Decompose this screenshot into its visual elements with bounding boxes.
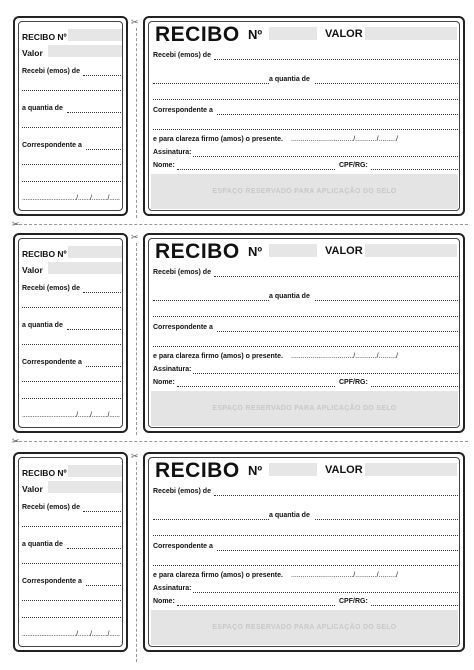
clarity-text: e para clareza firmo (amos) o presente. — [153, 572, 283, 579]
stub-amount-label: a quantia de — [22, 541, 63, 548]
stub-received-line[interactable] — [83, 511, 121, 512]
receipt-band — [0, 12, 474, 222]
receipt-title: RECIBO — [155, 459, 240, 482]
receipt-number-box[interactable] — [269, 244, 317, 257]
amount-line[interactable] — [315, 83, 458, 84]
cut-line-vertical — [136, 243, 137, 435]
stub-title: RECIBO Nº — [22, 468, 67, 478]
scissors-icon: ✂ — [12, 436, 20, 446]
receipt-number-label: Nº — [248, 27, 263, 42]
signature-line[interactable] — [193, 373, 458, 374]
stub-line[interactable] — [22, 526, 121, 527]
seal-area — [151, 610, 458, 645]
name-label: Nome: — [153, 598, 175, 605]
stub-number-box[interactable] — [68, 246, 122, 258]
stub-date-fill[interactable]: .............................../......./........./...... — [22, 631, 120, 638]
seal-text: ESPAÇO RESERVADO PARA APLICAÇÃO DO SELO — [212, 624, 397, 631]
stub-received-label: Recebi (emos) de — [22, 68, 80, 75]
receipt-title: RECIBO — [155, 23, 240, 46]
stub-line[interactable] — [22, 307, 121, 308]
stub-received-label: Recebi (emos) de — [22, 504, 80, 511]
stub-line[interactable] — [22, 600, 121, 601]
cpf-label: CPF/RG: — [339, 379, 368, 386]
signature-line[interactable] — [193, 592, 458, 593]
receipt-value-label: VALOR — [325, 464, 363, 476]
receipt-value-label: VALOR — [325, 245, 363, 257]
stub-date-fill[interactable]: .............................../......./........./...... — [22, 412, 120, 419]
stub-correspondent-label: Correspondente a — [22, 578, 82, 585]
receipt-line[interactable] — [153, 99, 458, 100]
signature-label: Assinatura: — [153, 149, 192, 156]
cpf-line[interactable] — [371, 386, 458, 387]
stub-correspondent-line[interactable] — [86, 366, 121, 367]
receipt-title: RECIBO — [155, 240, 240, 263]
cpf-line[interactable] — [371, 605, 458, 606]
stub-amount-label: a quantia de — [22, 322, 63, 329]
stub-amount-line[interactable] — [67, 112, 121, 113]
received-label: Recebi (emos) de — [153, 488, 211, 495]
stub-received-label: Recebi (emos) de — [22, 285, 80, 292]
clarity-text: e para clareza firmo (amos) o presente. — [153, 353, 283, 360]
clarity-text: e para clareza firmo (amos) o presente. — [153, 136, 283, 143]
receipt-stub — [13, 233, 128, 433]
stub-line[interactable] — [22, 90, 121, 91]
stub-number-box[interactable] — [68, 29, 122, 41]
stub-amount-line[interactable] — [67, 548, 121, 549]
cut-line — [14, 441, 468, 442]
correspondent-label: Correspondente a — [153, 543, 213, 550]
name-label: Nome: — [153, 162, 175, 169]
receipt-line[interactable] — [153, 565, 458, 566]
stub-title: RECIBO Nº — [22, 32, 67, 42]
receipt-line[interactable] — [153, 535, 458, 536]
scissors-icon: ✂ — [131, 232, 139, 242]
stub-line[interactable] — [22, 344, 121, 345]
receipt-date-fill[interactable]: ................................/.........../........./ — [291, 353, 398, 360]
seal-area — [151, 391, 458, 426]
receipt-main — [143, 16, 465, 216]
receipt-date-fill[interactable]: ................................/.........../........./ — [291, 572, 398, 579]
signature-label: Assinatura: — [153, 585, 192, 592]
correspondent-line[interactable] — [217, 550, 458, 551]
scissors-icon: ✂ — [131, 451, 139, 461]
receipt-band — [0, 448, 474, 658]
stub-value-label: Valor — [22, 48, 43, 58]
amount-lead-line[interactable] — [153, 300, 269, 301]
stub-line[interactable] — [22, 617, 121, 618]
receipt-main — [143, 452, 465, 652]
amount-label: a quantia de — [269, 512, 310, 519]
stub-value-box[interactable] — [48, 262, 122, 274]
stub-value-label: Valor — [22, 484, 43, 494]
receipt-date-fill[interactable]: ................................/.........../........./ — [291, 136, 398, 143]
receipt-number-label: Nº — [248, 244, 263, 259]
signature-label: Assinatura: — [153, 366, 192, 373]
amount-lead-line[interactable] — [153, 83, 269, 84]
scissors-icon: ✂ — [12, 219, 20, 229]
stub-title: RECIBO Nº — [22, 249, 67, 259]
receipt-number-box[interactable] — [269, 463, 317, 476]
seal-text: ESPAÇO RESERVADO PARA APLICAÇÃO DO SELO — [212, 188, 397, 195]
receipt-line[interactable] — [153, 129, 458, 130]
seal-text: ESPAÇO RESERVADO PARA APLICAÇÃO DO SELO — [212, 405, 397, 412]
stub-line[interactable] — [22, 563, 121, 564]
seal-area — [151, 174, 458, 209]
name-line[interactable] — [177, 169, 335, 170]
correspondent-label: Correspondente a — [153, 107, 213, 114]
scissors-icon: ✂ — [131, 17, 139, 27]
stub-line[interactable] — [22, 181, 121, 182]
stub-correspondent-label: Correspondente a — [22, 142, 82, 149]
received-label: Recebi (emos) de — [153, 269, 211, 276]
amount-lead-line[interactable] — [153, 519, 269, 520]
signature-line[interactable] — [193, 156, 458, 157]
amount-label: a quantia de — [269, 293, 310, 300]
receipt-line[interactable] — [153, 346, 458, 347]
cpf-label: CPF/RG: — [339, 598, 368, 605]
stub-value-box[interactable] — [48, 45, 122, 57]
correspondent-label: Correspondente a — [153, 324, 213, 331]
stub-value-box[interactable] — [48, 481, 122, 493]
receipt-stub — [13, 16, 128, 216]
cut-line-vertical — [136, 28, 137, 218]
receipt-main — [143, 233, 465, 433]
name-label: Nome: — [153, 379, 175, 386]
cpf-label: CPF/RG: — [339, 162, 368, 169]
name-line[interactable] — [177, 386, 335, 387]
receipt-value-box[interactable] — [365, 244, 457, 257]
cut-line-vertical — [136, 462, 137, 662]
receipt-number-label: Nº — [248, 463, 263, 478]
amount-line[interactable] — [315, 519, 458, 520]
correspondent-line[interactable] — [217, 331, 458, 332]
stub-received-line[interactable] — [83, 292, 121, 293]
receipt-number-box[interactable] — [269, 27, 317, 40]
receipt-value-box[interactable] — [365, 27, 457, 40]
name-line[interactable] — [177, 605, 335, 606]
amount-label: a quantia de — [269, 76, 310, 83]
receipt-stub — [13, 452, 128, 652]
stub-correspondent-label: Correspondente a — [22, 359, 82, 366]
stub-date-fill[interactable]: .............................../......./........./...... — [22, 195, 120, 202]
stub-correspondent-line[interactable] — [86, 585, 121, 586]
receipt-value-box[interactable] — [365, 463, 457, 476]
cpf-line[interactable] — [371, 169, 458, 170]
stub-correspondent-line[interactable] — [86, 149, 121, 150]
received-line[interactable] — [214, 276, 458, 277]
stub-line[interactable] — [22, 127, 121, 128]
cut-line — [14, 224, 468, 225]
receipt-line[interactable] — [153, 316, 458, 317]
stub-amount-label: a quantia de — [22, 105, 63, 112]
received-line[interactable] — [214, 59, 458, 60]
stub-number-box[interactable] — [68, 465, 122, 477]
stub-line[interactable] — [22, 381, 121, 382]
stub-line[interactable] — [22, 164, 121, 165]
stub-line[interactable] — [22, 398, 121, 399]
received-line[interactable] — [214, 495, 458, 496]
receipt-band — [0, 229, 474, 439]
receipt-value-label: VALOR — [325, 28, 363, 40]
stub-amount-line[interactable] — [67, 329, 121, 330]
amount-line[interactable] — [315, 300, 458, 301]
correspondent-line[interactable] — [217, 114, 458, 115]
stub-value-label: Valor — [22, 265, 43, 275]
received-label: Recebi (emos) de — [153, 52, 211, 59]
stub-received-line[interactable] — [83, 75, 121, 76]
